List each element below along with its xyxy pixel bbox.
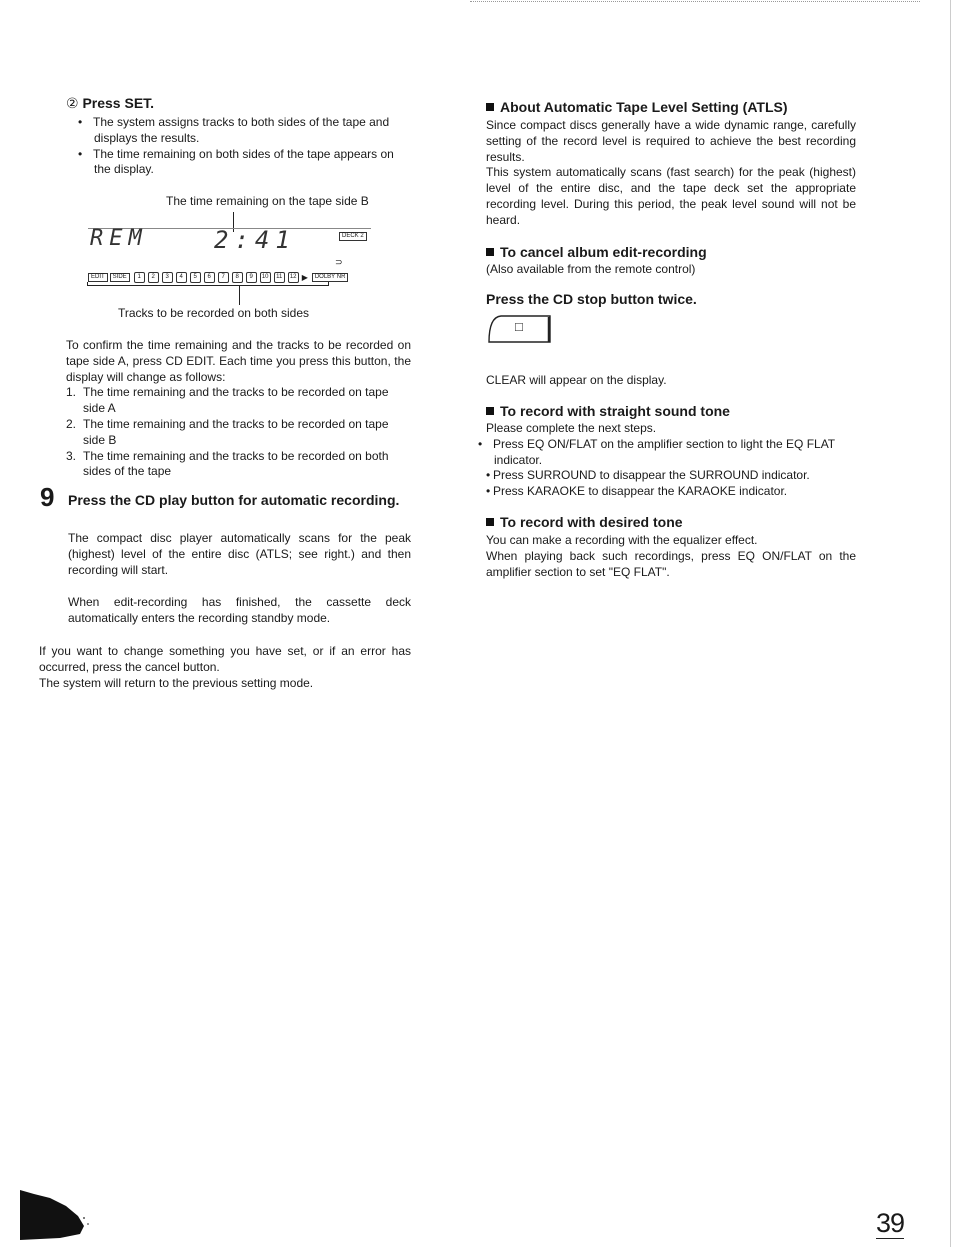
confirm-paragraph: To confirm the time remaining and the tracks to be recorded on tape side A, press CD EDIT. Each time you press this button, the display will change as follows: [66, 338, 411, 384]
edit-finished-paragraph: When edit-recording has finished, the cassette deck automatically enters the recording standby mode. [68, 595, 411, 625]
dolby-badge: DOLBY NR [312, 273, 349, 282]
square-bullet-icon [486, 103, 494, 111]
track-indicator: 2 [148, 272, 159, 283]
stop-symbol: □ [515, 319, 523, 334]
track-indicator: 11 [274, 272, 285, 283]
atls-heading: About Automatic Tape Level Setting (ATLS) [486, 99, 788, 115]
bullet-item: • The time remaining on both sides of the tape appears on the display. [78, 146, 394, 177]
step-heading-text: Press SET. [82, 95, 155, 111]
side-badge: SIDE [110, 273, 130, 282]
confirm-section [66, 338, 411, 480]
tape-direction-icon: ⊃ [335, 257, 343, 267]
play-indicator-icon: ▶ [301, 272, 308, 282]
tracks-bracket [87, 282, 329, 286]
deck-badge: DECK 2 [339, 232, 367, 241]
lcd-segment-rem: REM [90, 226, 148, 251]
page-number: 39 [876, 1208, 905, 1238]
track-indicator: 6 [204, 272, 215, 283]
atls-body: Since compact discs generally have a wide dynamic range, carefully setting of the record level is required to achieve the best recording results. This system automatically scans (fast search) for the peak (highest) level of the entire disc, and the tape deck set the appropriate recording level. During this period, the peak level sound will not be heard. [486, 118, 856, 227]
step-bullets [78, 115, 411, 178]
desired-body: You can make a recording with the equalizer effect. When playing back such recordings, press EQ ON/FLAT on the amplifier section to set "EQ FLAT". [486, 533, 856, 579]
cancel-heading: To cancel album edit-recording [486, 244, 707, 260]
bullet-item: • The system assigns tracks to both sides of the tape and displays the results. [78, 115, 390, 145]
stop-button-icon [487, 314, 551, 343]
straight-heading: To record with straight sound tone [486, 403, 730, 419]
step-circle-number: ② [66, 95, 79, 111]
step-heading [66, 95, 154, 112]
stop-heading: Press the CD stop button twice. [486, 291, 697, 307]
track-indicator: 1 [134, 272, 145, 283]
track-indicator: 9 [246, 272, 257, 283]
track-indicator: 12 [288, 272, 299, 283]
step9-paragraph: The compact disc player automatically scans for the peak (highest) level of the entire disc (ATLS; see right.) and then recording will start. [68, 531, 411, 577]
track-indicator: 3 [162, 272, 173, 283]
cancel-note: (Also available from the remote control) [486, 262, 696, 276]
track-indicator: 7 [218, 272, 229, 283]
top-rule [470, 1, 920, 2]
edit-badge: EDIT [88, 273, 108, 282]
list-item: 1. The time remaining and the tracks to be recorded on tape side A [66, 385, 389, 416]
list-item: 3. The time remaining and the tracks to be recorded on both sides of the tape [66, 448, 389, 479]
desired-heading: To record with desired tone [486, 514, 683, 530]
lcd-display [88, 228, 371, 284]
display-caption-top: The time remaining on the tape side B [166, 194, 369, 208]
error-paragraph: If you want to change something you have set, or if an error has occurred, press the cancel button. The system will return to the previous setting mode. [39, 644, 411, 690]
clear-text: CLEAR will appear on the display. [486, 373, 667, 387]
straight-body: Please complete the next steps. • Press EQ ON/FLAT on the amplifier section to light the EQ FLAT indicator. • Press SURROUND to disappear the SURROUND indicator. • Press KARAOKE to disappear the KARAOKE indicator. [486, 421, 856, 500]
track-indicator: 4 [176, 272, 187, 283]
display-caption-bottom: Tracks to be recorded on both sides [118, 306, 309, 320]
square-bullet-icon [486, 407, 494, 415]
callout-line-bottom [239, 285, 240, 305]
bullet-item: • Press SURROUND to disappear the SURROUND indicator. [486, 468, 810, 483]
corner-scan-mark [20, 1190, 90, 1240]
track-indicator: 10 [260, 272, 271, 283]
lcd-segment-time: 2:41 [214, 226, 296, 254]
square-bullet-icon [486, 248, 494, 256]
track-indicator: 8 [232, 272, 243, 283]
list-item: 2. The time remaining and the tracks to be recorded on tape side B [66, 416, 389, 447]
track-indicator: 5 [190, 272, 201, 283]
bullet-item: • Press KARAOKE to disappear the KARAOKE indicator. [486, 484, 788, 499]
square-bullet-icon [486, 518, 494, 526]
step9-heading: Press the CD play button for automatic recording. [68, 492, 400, 508]
edge-line [950, 0, 951, 1247]
step9-number: 9 [40, 482, 55, 512]
bullet-item: • Press EQ ON/FLAT on the amplifier section to light the EQ FLAT indicator. [478, 436, 835, 467]
